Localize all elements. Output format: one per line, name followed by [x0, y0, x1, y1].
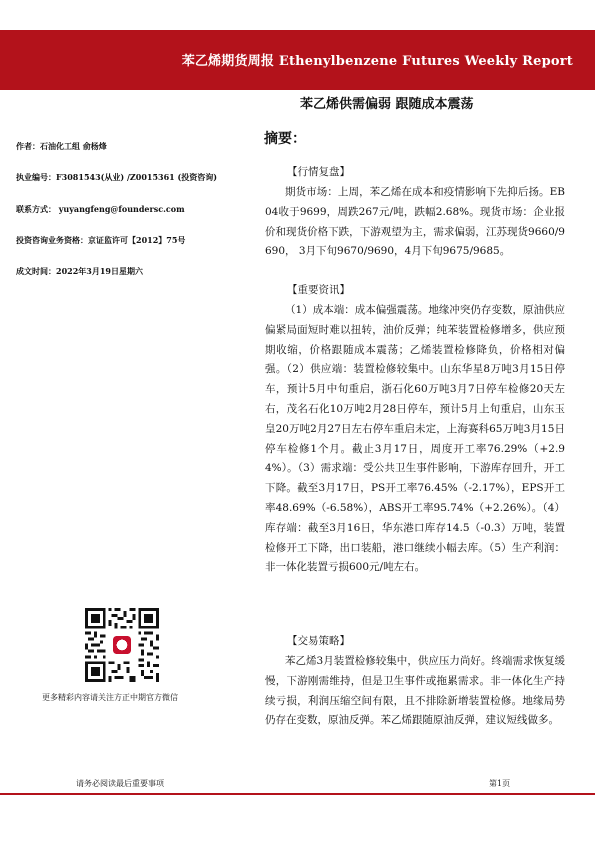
- paragraph-news: （1）成本端：成本偏强震荡。地缘冲突仍存变数，原油供应偏紧局面短时难以扭转，油价反弹；纯苯装置检修增多，供应预期收缩，价格跟随成本震荡；乙烯装置检修降负，价格相对偏强。（2）供应端：装置检修较集中。山东华星8万吨3月15日停车，预计5月中旬重启，浙石化60万吨3月7日停车检修20天左右，茂名石化10万吨2月28日停车，预计5月上旬重启，山东玉皇20万吨2月27日左右停车重启未定，上海赛科65万吨3月15日停车检修1个月。截止3月17日，周度开工率76.29%（+2.94%）。（3）需求端：受公共卫生事件影响，下游库存回升，开工下降。截至3月17日，PS开工率76.45%（-2.17%），EPS开工率48.69%（-6.58%），ABS开工率95.74%（+2.26%）。（4）库存端：截至3月16日，华东港口库存14.5（-0.3）万吨，装置检修开工下降，出口装船，港口继续小幅去库。（5）生产利润：非一体化装置亏损600元/吨左右。: [265, 304, 565, 574]
- summary-label: 摘要：: [264, 131, 306, 147]
- qualification-line: 投资咨询业务资格：京证监许可【2012】75号: [16, 235, 186, 245]
- section-heading-review: 【行情复盘】: [287, 166, 350, 178]
- section-heading-news: 【重要资讯】: [287, 284, 350, 296]
- paragraph-review: 期货市场：上周，苯乙烯在成本和疫情影响下先抑后扬。EB04收于9699，周跌267元/吨，跌幅2.68%。现货市场：企业报价和现货价格下跌，下游观望为主，需求偏弱，江苏现货9660/9690， 3月下旬9670/9690，4月下旬9675/9685。: [265, 186, 565, 258]
- qr-caption: 更多精彩内容请关注方正中期官方微信: [42, 693, 178, 702]
- date-line: 成文时间：2022年3月19日星期六: [16, 266, 143, 276]
- wechat-qr-code-icon: [85, 608, 159, 682]
- section-heading-strategy: 【交易策略】: [287, 635, 350, 647]
- page-number: 第1页: [489, 779, 511, 788]
- report-banner-title: 苯乙烯期货周报 Ethenylbenzene Futures Weekly Report: [181, 54, 573, 69]
- footer-divider: [0, 793, 595, 795]
- license-line: 执业编号：F3081543(从业) /Z0015361 (投资咨询): [16, 172, 218, 182]
- contact-line[interactable]: 联系方式： yuyangfeng@foundersc.com: [16, 204, 185, 214]
- document-title: 苯乙烯供需偏弱 跟随成本震荡: [300, 97, 474, 112]
- author-line: 作者：石油化工组 俞杨烽: [16, 141, 107, 151]
- header-banner: [0, 30, 595, 90]
- paragraph-strategy: 苯乙烯3月装置检修较集中，供应压力尚好。终端需求恢复缓慢，下游刚需维持，但是卫生事件或拖累需求。非一体化生产持续亏损，利润压缩空间有限，且不排除新增装置检修。地缘局势仍存在变数，原油反弹。苯乙烯跟随原油反弹，建议短线做多。: [265, 655, 565, 727]
- footer-notice: 请务必阅读最后重要事项: [76, 779, 164, 788]
